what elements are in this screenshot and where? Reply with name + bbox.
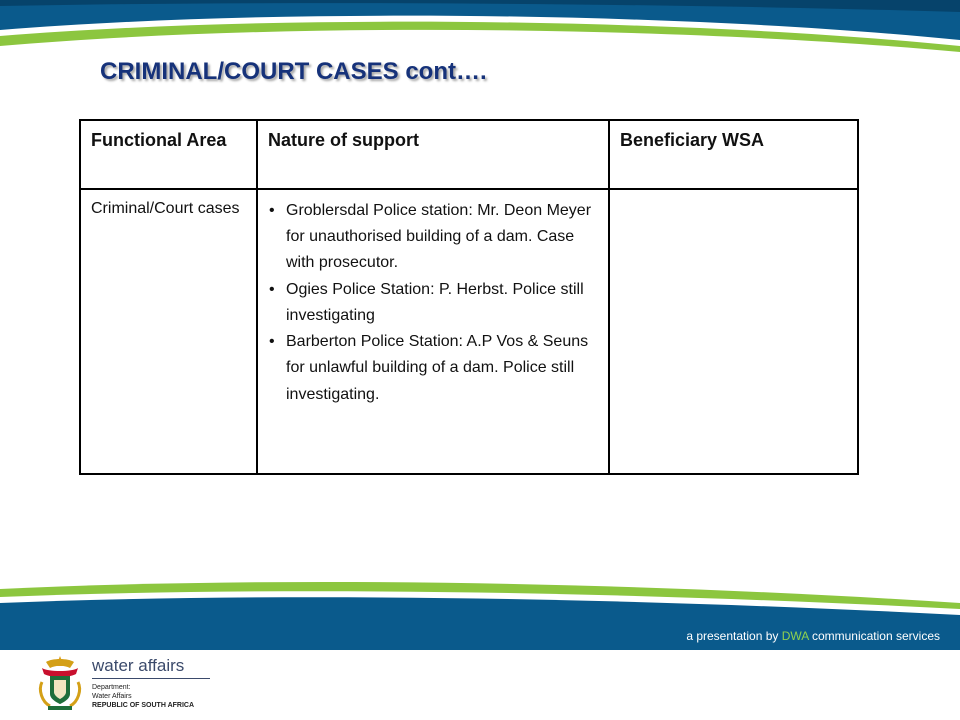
support-item: • Barberton Police Station: A.P Vos & Seuns for unlawful building of a dam. Police still investigating. bbox=[286, 329, 598, 408]
footer-brand: DWA bbox=[781, 629, 809, 643]
table-header-row bbox=[80, 120, 858, 189]
footer-credit: a presentation by DWA communication services bbox=[686, 629, 940, 643]
logo-brand-name: water affairs bbox=[92, 656, 210, 679]
top-wave-band bbox=[0, 0, 960, 60]
header-beneficiary-wsa: Beneficiary WSA bbox=[609, 120, 858, 189]
coat-of-arms-icon bbox=[36, 654, 84, 712]
cases-table bbox=[79, 119, 859, 475]
nature-of-support-cell bbox=[257, 189, 609, 474]
support-item: • Ogies Police Station: P. Herbst. Police still investigating bbox=[286, 277, 598, 329]
header-nature-of-support: Nature of support bbox=[257, 120, 609, 189]
logo-text bbox=[92, 656, 210, 710]
functional-area-cell: Criminal/Court cases bbox=[80, 189, 257, 474]
logo-department-name: Water Affairs bbox=[92, 693, 132, 700]
beneficiary-wsa-cell bbox=[609, 189, 858, 474]
table-row bbox=[80, 189, 858, 474]
support-item: • Groblersdal Police station: Mr. Deon Meyer for unauthorised building of a dam. Case with prosecutor. bbox=[286, 198, 598, 277]
logo-country: REPUBLIC OF SOUTH AFRICA bbox=[92, 702, 195, 709]
slide-title: CRIMINAL/COURT CASES cont…. bbox=[100, 58, 487, 85]
logo-department-label: Department: bbox=[92, 684, 131, 691]
support-list bbox=[268, 198, 598, 408]
department-logo bbox=[36, 654, 226, 714]
header-functional-area: Functional Area bbox=[80, 120, 257, 189]
